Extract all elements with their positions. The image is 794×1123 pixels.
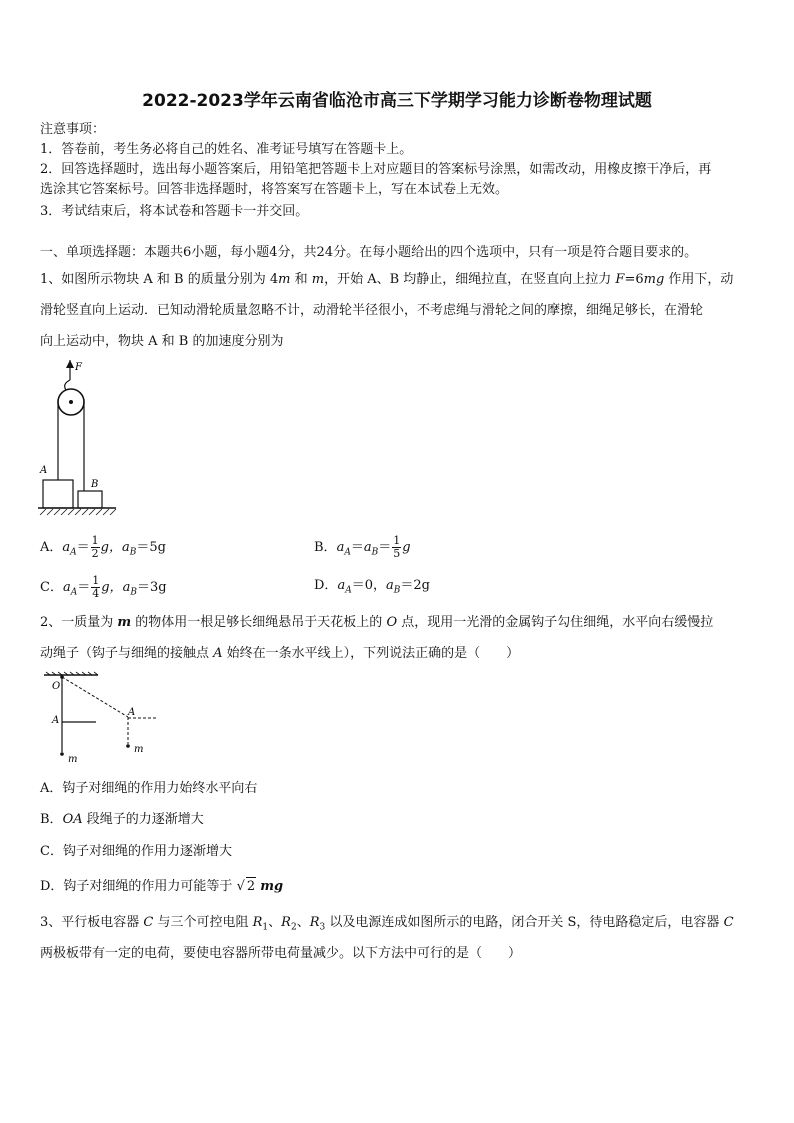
q1-line3: 向上运动中，物块 A 和 B 的加速度分别为 [40, 334, 284, 349]
q1-option-B: B．$a_A=a_B=$ $\frac{1}{5}$ g [314, 534, 411, 560]
rope-displaced [62, 677, 128, 717]
block-B [78, 491, 102, 508]
label-O: O [52, 681, 61, 692]
note-item-2: 2．回答选择题时，选出每小题答案后，用铅笔把答题卡上对应题目的答案标号涂黑，如需改动，用橡皮擦干净后，再 [40, 162, 712, 177]
mass-m-initial [60, 752, 64, 756]
mass-m-displaced [126, 744, 130, 748]
q1-line1: 1、如图所示物块 A 和 B 的质量分别为 4m 和 m，开始 A、B 均静止，细绳拉直，在竖直向上拉力 F=6mg 作用下，动 [40, 272, 734, 287]
block-A [43, 480, 73, 508]
label-A-initial: A [52, 715, 60, 726]
note-item-1: 1．答卷前，考生务必将自己的姓名、准考证号填写在答题卡上。 [40, 142, 413, 157]
label-F: F [75, 362, 82, 373]
label-A: A [40, 465, 48, 476]
force-arrowhead [66, 360, 74, 368]
q2-hook-figure [40, 672, 170, 765]
q1-option-A: A．$a_A=$ $\frac{1}{2}$ g，$a_B=5g$ [40, 534, 166, 560]
page-title: 2022-2023学年云南省临沧市高三下学期学习能力诊断卷物理试题 [142, 91, 652, 111]
q2-option-C: C．钩子对细绳的作用力逐渐增大 [40, 844, 232, 859]
label-A-displaced: A [128, 707, 136, 718]
q1-line2: 滑轮竖直向上运动．已知动滑轮质量忽略不计，动滑轮半径很小，不考虑绳与滑轮之间的摩擦，细绳足够长，在滑轮 [40, 303, 704, 318]
q2-line2: 动绳子（钩子与细绳的接触点 A 始终在一条水平线上），下列说法正确的是（ ） [40, 646, 520, 661]
q3-line1: 3、平行板电容器 C 与三个可控电阻 $R_1$、$R_2$、$R_3$ 以及电源连成如图所示的电路，闭合开关 S，待电路稳定后，电容器 C [40, 915, 734, 933]
q2-line1: 2、一质量为 m 的物体用一根足够长细绳悬吊于天花板上的 O 点，现用一光滑的金属钩子勾住细绳，水平向右缓慢拉 [40, 615, 714, 630]
note-item-3: 3．考试结束后，将本试卷和答题卡一并交回。 [40, 204, 309, 219]
pulley-axle [69, 400, 73, 404]
q2-option-B: B．OA 段绳子的力逐渐增大 [40, 812, 204, 827]
note-item-2-cont: 选涂其它答案标号。回答非选择题时，将答案写在答题卡上，写在本试卷上无效。 [40, 182, 509, 197]
ground-hatch [40, 509, 116, 515]
label-m-displaced: m [134, 744, 144, 755]
q3-line2: 两极板带有一定的电荷，要使电容器所带电荷量减少。以下方法中可行的是（ ） [40, 946, 522, 961]
q1-option-D: D．$a_A=0$，$a_B=2g$ [314, 578, 430, 596]
q1-option-C: C．$a_A=$ $\frac{1}{4}$ g，$a_B=3g$ [40, 574, 167, 600]
q1-pulley-figure [36, 360, 126, 520]
label-m-initial: m [68, 754, 78, 765]
notes-heading: 注意事项： [40, 122, 106, 137]
label-B: B [91, 479, 99, 490]
q2-option-A: A．钩子对细绳的作用力始终水平向右 [40, 781, 258, 796]
section-heading: 一、单项选择题：本题共6小题，每小题4分，共24分。在每小题给出的四个选项中，只有一项是符合题目要求的。 [40, 245, 698, 260]
q2-option-D: D．钩子对细绳的作用力可能等于 √ 2 mg [40, 879, 284, 894]
